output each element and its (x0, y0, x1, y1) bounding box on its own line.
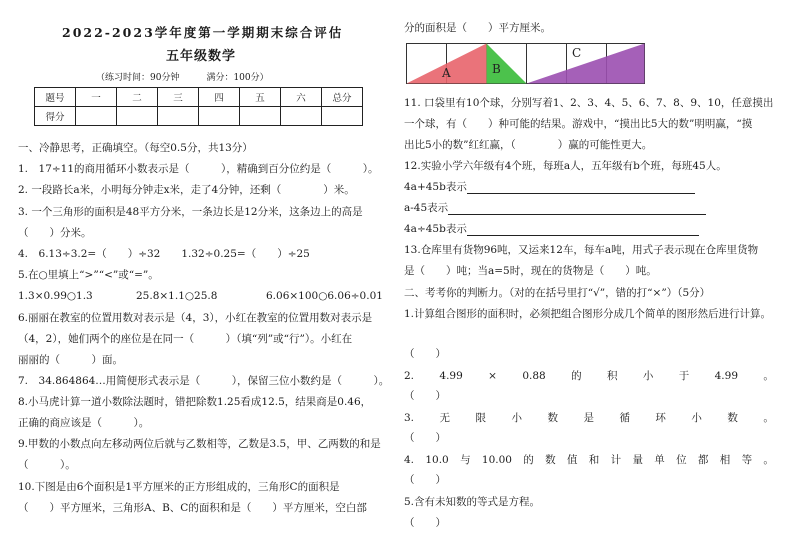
label-c: C (572, 46, 582, 60)
question-6-line3: 丽丽的（ ）面。 (18, 354, 123, 366)
judge-4-token: 10.00 (481, 454, 512, 466)
question-12-item-label: 4a+45b表示 (404, 181, 467, 193)
judge-3-token: 限 (475, 412, 486, 424)
judge-4-token: 与 (460, 454, 471, 466)
score-table-cell: 一 (76, 88, 117, 107)
judge-3-token: 无 (439, 412, 451, 424)
judge-5-paren[interactable]: （ ） (404, 517, 446, 529)
judge-2-token: 小 (642, 370, 654, 382)
question-2: 2. 一段路长a米，小明每分钟走x米，走了4分钟，还剩（ ）米。 (18, 184, 355, 196)
question-12-item-label: a-45表示 (404, 202, 449, 214)
judge-2 (404, 369, 774, 383)
question-11-line3: 出比5小的数”红红赢，（ ）赢的可能性更大。 (404, 139, 653, 151)
score-input-cell[interactable] (322, 107, 363, 126)
score-table (34, 87, 363, 126)
judge-4-token: 相 (719, 454, 731, 466)
judge-4-paren[interactable]: （ ） (404, 474, 446, 486)
judge-4-token: 和 (588, 454, 600, 466)
score-input-cell[interactable] (76, 107, 117, 126)
question-12-item (404, 201, 706, 215)
judge-4-token: 的 (523, 454, 534, 466)
triangle-figure (406, 43, 646, 85)
judge-4-token: 。 (763, 454, 774, 466)
judge-5: 5.含有未知数的等式是方程。 (404, 496, 541, 508)
exam-info: （练习时间：90分钟 满分：100分） (96, 73, 269, 83)
judge-4-token: 都 (697, 454, 709, 466)
question-5: 5.在○里填上“>”“<”或“=”。 (18, 269, 159, 281)
score-table-cell: 总分 (322, 88, 363, 107)
score-table-cell: 题号 (35, 88, 76, 107)
judge-4-token: 值 (566, 454, 578, 466)
judge-2-token: 4.99 (439, 370, 463, 382)
judge-3-token: 小 (691, 412, 702, 424)
judge-3-token: 数 (727, 412, 738, 424)
judge-3-token: 环 (655, 412, 666, 424)
judge-3-token: 小 (511, 412, 522, 424)
exam-title: 2022-2023学年度第一学期期末综合评估 (62, 25, 344, 40)
question-9-line2: （ ）。 (18, 459, 76, 471)
question-5-item: 25.8×1.1○25.8 (136, 290, 218, 302)
score-input-cell[interactable] (199, 107, 240, 126)
judge-3-token: 数 (547, 412, 558, 424)
judge-1-paren[interactable]: （ ） (404, 348, 446, 360)
judge-2-paren[interactable]: （ ） (404, 390, 446, 402)
question-10-line1: 10.下图是由6个面积是1平方厘米的正方形组成的，三角形C的面积是 (18, 481, 340, 493)
judge-2-token: 2. (404, 370, 415, 382)
judge-2-token: 积 (607, 370, 618, 382)
question-7: 7. 34.864864…用简便形式表示是（ ），保留三位小数约是（ ）。 (18, 375, 390, 387)
score-input-cell[interactable] (117, 107, 158, 126)
triangle-c (527, 44, 645, 84)
judge-4-token: 单 (654, 454, 665, 466)
question-5-item: 6.06×100○6.06÷0.01 (266, 290, 383, 302)
question-10-line3: 分的面积是（ ）平方厘米。 (404, 22, 551, 34)
judge-1: 1.计算组合图形的面积时，必须把组合图形分成几个简单的图形然后进行计算。 (404, 308, 772, 320)
question-1: 1. 17÷11的商用循环小数表示是（ ），精确到百分位约是（ ）。 (18, 163, 379, 175)
question-8-line2: 正确的商应该是（ ）。 (18, 417, 150, 429)
question-3-line1: 3. 一个三角形的面积是48平方分米，一条边长是12分米，这条边上的高是 (18, 206, 363, 218)
score-table-score-row (35, 107, 363, 126)
question-11-line2: 一个球，有（ ）种可能的结果。游戏中，“摸出比5大的数”明明赢，“摸 (404, 118, 753, 130)
judge-2-token: 的 (571, 370, 582, 382)
judge-4-token: 数 (545, 454, 556, 466)
judge-4-token: 计 (610, 454, 622, 466)
label-b: B (492, 62, 501, 76)
exam-subject: 五年级数学 (166, 49, 237, 64)
judge-4-token: 4. (404, 454, 415, 466)
answer-line[interactable] (467, 224, 699, 236)
judge-3-token: 3. (404, 412, 415, 424)
section2-heading: 二、考考你的判断力。（对的在括号里打“√”，错的打“×”）（5分） (404, 287, 711, 299)
question-12-item (404, 180, 695, 194)
judge-4-token: 位 (676, 454, 687, 466)
question-12-item (404, 222, 699, 236)
score-table-cell: 五 (240, 88, 281, 107)
question-10-line2: （ ）平方厘米，三角形A、B、C的面积和是（ ）平方厘米，空白部 (18, 502, 367, 514)
question-6-line2: （4，2），她们两个的座位是在同一（ ）（填“列”或“行”）。小红在 (18, 333, 353, 345)
answer-line[interactable] (467, 182, 695, 194)
judge-3-token: 。 (763, 412, 774, 424)
question-8-line1: 8.小马虎计算一道小数除法题时，错把除数1.25看成12.5，结果商是0.46， (18, 396, 372, 408)
judge-3-token: 是 (583, 412, 594, 424)
question-6-line1: 6.丽丽在教室的位置用数对表示是（4，3），小红在教室的位置用数对表示是 (18, 312, 373, 324)
question-11-line1: 11. 口袋里有10个球，分别写着1、2、3、4、5、6、7、8、9、10，任意摸出 (404, 97, 774, 109)
score-table-cell: 六 (281, 88, 322, 107)
judge-3 (404, 411, 774, 425)
question-12-item-label: 4a÷45b表示 (404, 223, 467, 235)
label-a: A (442, 66, 451, 80)
judge-2-token: 0.88 (522, 370, 546, 382)
score-table-cell: 得分 (35, 107, 76, 126)
score-table-header-row (35, 88, 363, 107)
question-5-item: 1.3×0.99○1.3 (18, 290, 93, 302)
judge-4-token: 量 (632, 454, 643, 466)
question-3-line2: （ ）分米。 (18, 227, 92, 239)
score-input-cell[interactable] (281, 107, 322, 126)
judge-2-token: 于 (678, 370, 690, 382)
score-table-cell: 四 (199, 88, 240, 107)
question-4: 4. 6.13÷3.2=（ ）÷32 1.32÷0.25=（ ）÷25 (18, 248, 310, 260)
judge-4-token: 等 (741, 454, 753, 466)
score-input-cell[interactable] (158, 107, 199, 126)
judge-2-token: × (488, 370, 497, 382)
question-9-line1: 9.甲数的小数点向左移动两位后就与乙数相等，乙数是3.5，甲、乙两数的和是 (18, 438, 381, 450)
question-12: 12.实验小学六年级有4个班，每班a人，五年级有b个班，每班45人。 (404, 160, 727, 172)
judge-4-token: 10.0 (425, 454, 449, 466)
score-input-cell[interactable] (240, 107, 281, 126)
answer-line[interactable] (448, 203, 706, 215)
question-13-line1: 13.仓库里有货物96吨，又运来12车，每车a吨，用式子表示现在仓库里货物 (404, 244, 759, 256)
score-table-cell: 三 (158, 88, 199, 107)
judge-3-paren[interactable]: （ ） (404, 432, 446, 444)
score-table-cell: 二 (117, 88, 158, 107)
judge-2-token: 。 (763, 370, 774, 382)
judge-4 (404, 453, 774, 467)
section1-heading: 一、冷静思考，正确填空。（每空0.5分，共13分） (18, 142, 253, 154)
judge-3-token: 循 (619, 412, 630, 424)
question-13-line2: 是（ ）吨；当a=5时，现在的货物是（ ）吨。 (404, 265, 657, 277)
judge-2-token: 4.99 (714, 370, 739, 382)
